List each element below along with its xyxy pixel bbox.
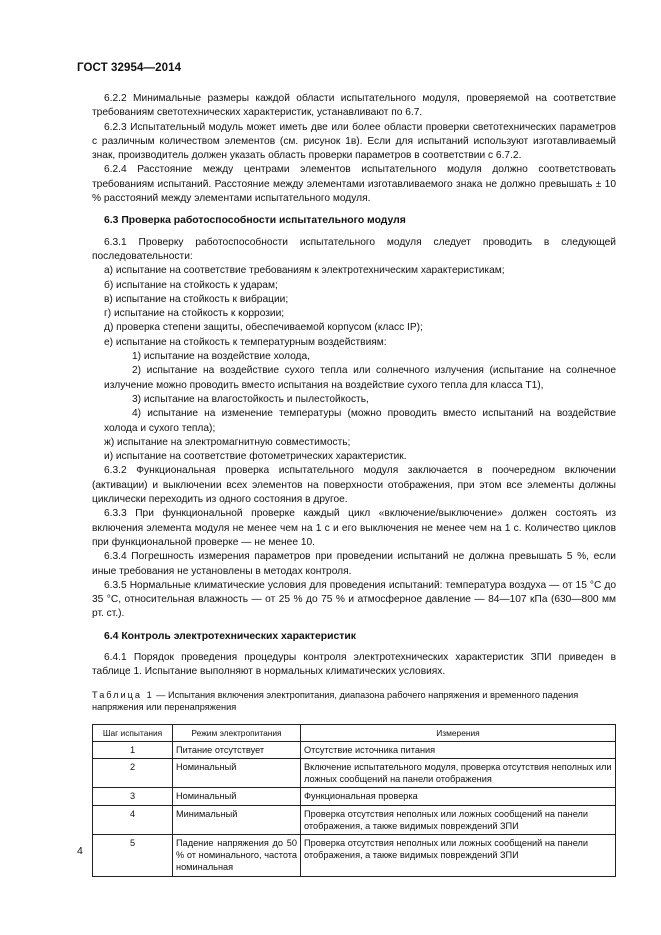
cell-mode: Падение напряжения до 50 % от номинального, частота номинальная xyxy=(173,835,301,877)
paragraph-6-4-1: 6.4.1 Порядок проведения процедуры контроля электротехнических характеристик ЗПИ приведен в таблице 1. Испытание выполняют в нормальных климатических условиях. xyxy=(92,651,616,678)
paragraph-6-3-1: 6.3.1 Проверку работоспособности испытательного модуля следует проводить в следующей последовательности: xyxy=(92,236,616,262)
paragraph-6-2-3: 6.2.3 Испытательный модуль может иметь две или более области проверки светотехнических параметров с различным количеством элементов (см. рисунок 1в). Если для испытаний используют изготавливаемый знак, производитель должен указать область проверки параметров в соответствии с 6.7.2. xyxy=(92,121,616,162)
table-row xyxy=(93,805,616,834)
paragraph-6-3-5: 6.3.5 Нормальные климатические условия для проведения испытаний: температура воздуха — от 15 °С до 35 °С, относительная влажность — от 25 % до 75 % и атмосферное давление — 84—107 кПа (630—800 мм рт. ст.). xyxy=(92,579,616,620)
list-item: б) испытание на стойкость к ударам; xyxy=(104,279,278,291)
test-table xyxy=(92,724,616,877)
cell-mode: Минимальный xyxy=(173,805,301,834)
list-item: а) испытание на соответствие требованиям к электротехническим характеристикам; xyxy=(104,265,505,277)
cell-step: 1 xyxy=(93,741,173,758)
paragraph-6-3-3: 6.3.3 При функциональной проверке каждый цикл «включение/выключение» должен состоять из включения элемента модуля не менее чем на 1 с и его выключения не менее чем на 1 с. Количество циклов при функциональной проверке — не менее 10. xyxy=(92,508,616,548)
sub-list-item: 4) испытание на изменение температуры (можно проводить вместо испытаний на воздействие холода и сухого тепла); xyxy=(104,408,616,434)
table-row xyxy=(93,758,616,787)
cell-measure: Проверка отсутствия неполных или ложных сообщений на панели отображения, а также видимых повреждений ЗПИ xyxy=(301,805,616,834)
header-measure: Измерения xyxy=(301,724,616,741)
cell-measure: Отсутствие источника питания xyxy=(301,741,616,758)
table-caption-text: — Испытания включения электропитания, диапазона рабочего напряжения и временного падения напряжения или перенапряжения xyxy=(92,689,579,713)
header-mode: Режим электропитания xyxy=(173,724,301,741)
cell-mode: Питание отсутствует xyxy=(173,741,301,758)
list-item: е) испытание на стойкость к температурным воздействиям: xyxy=(104,336,387,348)
cell-mode: Номинальный xyxy=(173,758,301,787)
list-item: в) испытание на стойкость к вибрации; xyxy=(104,293,289,305)
table-caption xyxy=(92,689,616,714)
list-item: г) испытание на стойкость к коррозии; xyxy=(104,308,285,320)
sub-list-item: 3) испытание на влагостойкость и пылестойкость, xyxy=(132,393,369,405)
paragraph-6-3-4: 6.3.4 Погрешность измерения параметров при проведении испытаний не должна превышать 5 %, если иные требования не установлены в методах контроля. xyxy=(92,551,616,577)
cell-measure: Включение испытательного модуля, проверка отсутствия неполных или ложных сообщений на панели отображения xyxy=(301,758,616,787)
sub-list-item: 2) испытание на воздействие сухого тепла или солнечного излучения (испытание на солнечное излучение можно проводить вместо испытания на воздействие сухого тепла для класса Т1), xyxy=(104,365,616,391)
table-row xyxy=(93,741,616,758)
cell-measure: Функциональная проверка xyxy=(301,788,616,805)
paragraph-6-3-2: 6.3.2 Функциональная проверка испытательного модуля заключается в поочередном включении (активации) и выключении всех элементов на поверхности отображения, при этом все элементы должны циклически переходить из одного состояния в другое. xyxy=(92,465,616,506)
sub-list-item: 1) испытание на воздействие холода, xyxy=(132,351,310,363)
table-row xyxy=(93,788,616,805)
paragraph-6-2-2: 6.2.2 Минимальные размеры каждой области испытательного модуля, проверяемой на соответствие требованиям светотехнических характеристик, устанавливают по 6.7. xyxy=(92,93,616,119)
cell-step: 5 xyxy=(93,835,173,877)
page-number: 4 xyxy=(77,845,83,857)
cell-step: 4 xyxy=(93,805,173,834)
document-header: ГОСТ 32954—2014 xyxy=(77,62,182,74)
page-content xyxy=(92,92,616,877)
list-item: ж) испытание на электромагнитную совместимость; xyxy=(104,436,351,448)
list-item: и) испытание на соответствие фотометрических характеристик. xyxy=(104,451,407,463)
section-title-6-4: 6.4 Контроль электротехнических характеристик xyxy=(104,630,356,642)
table-header-row xyxy=(93,724,616,741)
cell-measure: Проверка отсутствия неполных или ложных сообщений на панели отображения, а также видимых повреждений ЗПИ xyxy=(301,835,616,877)
table-row xyxy=(93,835,616,877)
paragraph-6-2-4: 6.2.4 Расстояние между центрами элементов испытательного модуля должно соответствовать требованиям испытаний. Расстояние между элементами изготавливаемого знака не должно превышать ± 10 % расстояний между элементами испытательного модуля. xyxy=(92,164,616,205)
table-caption-label: Таблица 1 xyxy=(92,689,154,700)
list-item: д) проверка степени защиты, обеспечиваемой корпусом (класс IP); xyxy=(104,322,423,334)
cell-step: 2 xyxy=(93,758,173,787)
header-step: Шаг испытания xyxy=(93,724,173,741)
cell-step: 3 xyxy=(93,788,173,805)
section-title-6-3: 6.3 Проверка работоспособности испытательного модуля xyxy=(104,215,406,227)
cell-mode: Номинальный xyxy=(173,788,301,805)
